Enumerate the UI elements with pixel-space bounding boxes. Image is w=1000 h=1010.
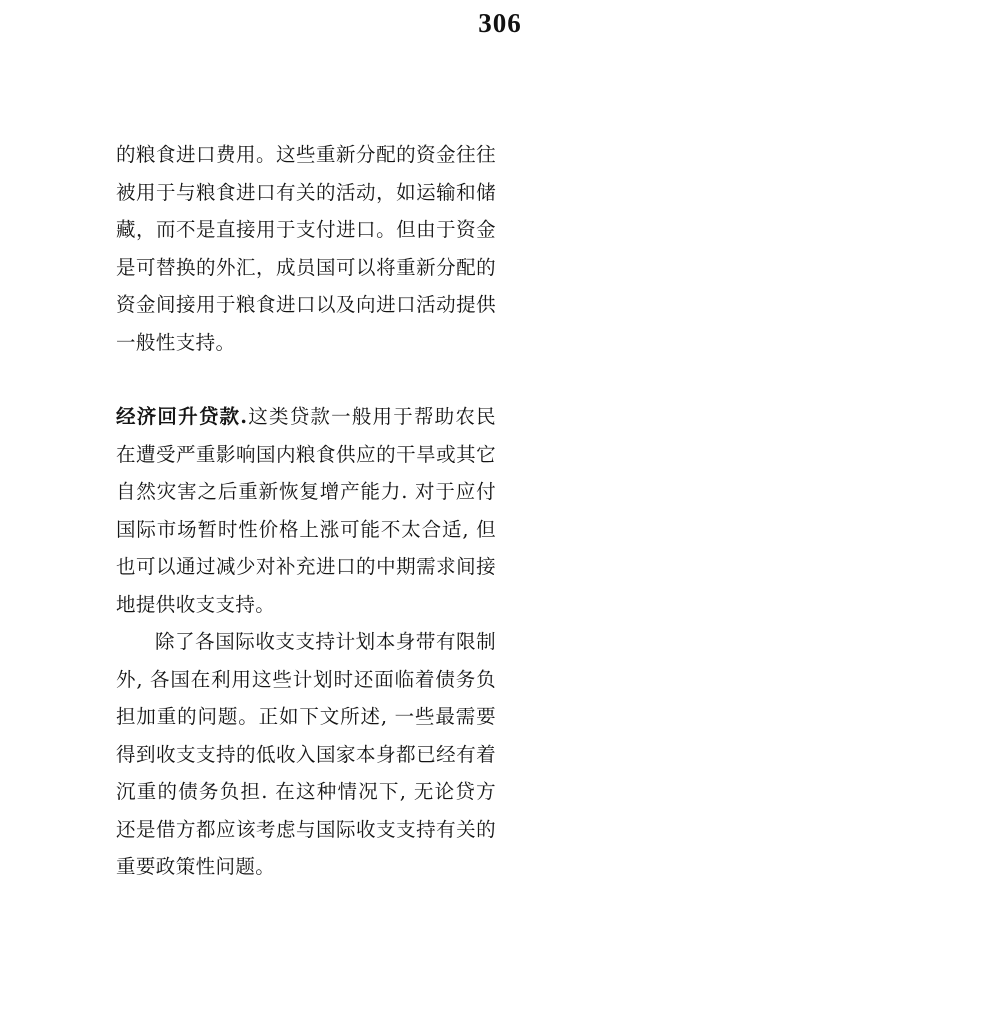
body-text-column — [116, 136, 496, 886]
paragraph-3-text: 除了各国际收支支持计划本身带有限制外, 各国在利用这些计划时还面临着债务负担加重的问题。正如下文所述, 一些最需要得到收支支持的低收入国家本身都已经有着沉重的债务负担. 在这种情况下, 无论贷方还是借方都应该考虑与国际收支支持有关的重要政策性问题。 — [116, 630, 496, 878]
paragraph-1-text: 的粮食进口费用。这些重新分配的资金往往被用于与粮食进口有关的活动，如运输和储藏，而不是直接用于支付进口。但由于资金是可替换的外汇，成员国可以将重新分配的资金间接用于粮食进口以及向进口活动提供一般性支持。 — [116, 143, 496, 354]
paragraph-2-lead: 经济回升贷款. — [116, 405, 248, 428]
paragraph-2-text: 这类贷款一般用于帮助农民在遭受严重影响国内粮食供应的干旱或其它自然灾害之后重新恢复增产能力. 对于应付国际市场暂时性价格上涨可能不太合适, 但也可以通过减少对补充进口的中期需求间接地提供收支支持。 — [116, 405, 496, 616]
page-number: 306 — [478, 8, 522, 38]
paragraph-2 — [116, 398, 496, 623]
paragraph-spacer — [116, 361, 496, 398]
paragraph-1 — [116, 136, 496, 361]
paragraph-3 — [116, 623, 496, 886]
